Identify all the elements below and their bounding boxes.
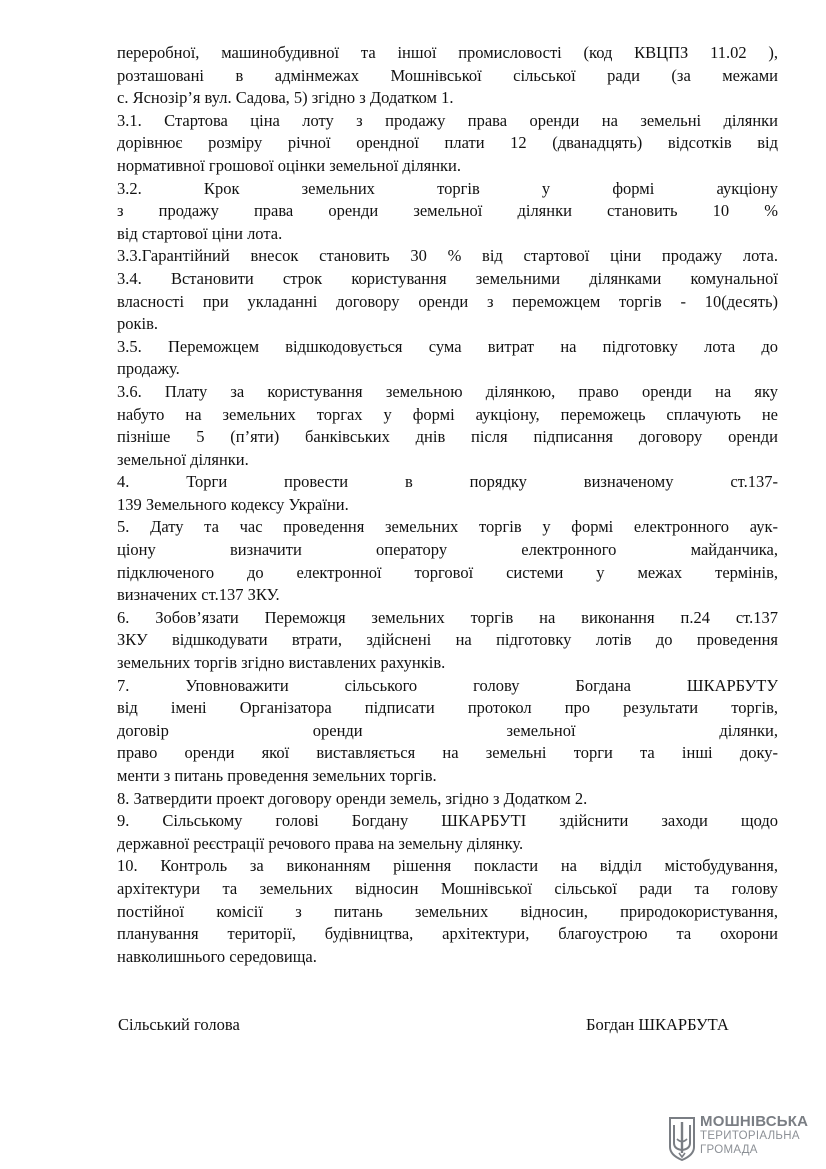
document-line: державної реєстрації речового права на земельну ділянку. [117, 833, 524, 853]
document-line: 6. Зобов’язати Переможця земельних торгів на виконання п.24 ст.137 [117, 607, 778, 627]
document-line: договір оренди земельної ділянки, [117, 720, 778, 740]
document-line: дорівнює розміру річної орендної плати 12 (дванадцять) відсотків від [117, 133, 778, 153]
document-line: земельної ділянки. [117, 449, 249, 469]
document-line: розташовані в адмінмежах Мошнівської сільської ради (за межами [117, 65, 778, 85]
document-line: від імені Організатора підписати протокол про результати торгів, [117, 698, 778, 718]
document-line: 9. Сільському голові Богдану ШКАРБУТІ здійснити заходи щодо [117, 811, 778, 831]
document-line: 3.1. Стартова ціна лоту з продажу права оренди на земельні ділянки [117, 110, 778, 130]
document-line: 7. Уповноважити сільського голову Богдана ШКАРБУТУ [117, 675, 778, 695]
document-line: продажу. [117, 359, 180, 379]
document-line: від стартової ціни лота. [117, 223, 283, 243]
document-line: визначених ст.137 ЗКУ. [117, 585, 280, 605]
document-line: ціону визначити оператору електронного майданчика, [117, 540, 778, 560]
document-line: підключеного до електронної торгової системи у межах термінів, [117, 562, 778, 582]
document-line: власності при укладанні договору оренди з переможцем торгів - 10(десять) [117, 291, 778, 311]
trident-emblem-svg [668, 1117, 696, 1161]
document-line: 3.5. Переможцем відшкодовується сума витрат на підготовку лота до [117, 336, 778, 356]
document-line: переробної, машинобудивної та іншої промисловості (код КВЦПЗ 11.02 ), [117, 43, 778, 62]
document-line: пізніше 5 (п’яти) банківських днів після підписання договору оренди [117, 427, 778, 447]
document-line: років. [117, 314, 159, 334]
logo-line-3: ГРОМАДА [700, 1143, 758, 1156]
document-line: 8. Затвердити проект договору оренди земель, згідно з Додатком 2. [117, 788, 588, 808]
document-line: 3.2. Крок земельних торгів у формі аукціону [117, 178, 778, 198]
document-line: ЗКУ відшкодувати втрати, здійснені на підготовку лотів до проведення [117, 630, 778, 650]
document-line: архітектури та земельних відносин Мошнівської сільської ради та голову [117, 878, 778, 898]
document-line: планування території, будівництва, архітектури, благоустрою та охорони [117, 924, 778, 944]
signature-name: Богдан ШКАРБУТА [586, 1015, 729, 1034]
signature-position: Сільський голова [118, 1015, 240, 1034]
document-line: з продажу права оренди земельної ділянки становить 10 % [117, 201, 778, 221]
logo-line-1: МОШНІВСЬКА [700, 1113, 809, 1130]
document-line: постійної комісії з питань земельних відносин, природокористування, [117, 901, 778, 921]
document-line: земельних торгів згідно виставлених рахунків. [117, 653, 446, 673]
document-line: 139 Земельного кодексу України. [117, 494, 349, 514]
document-line: навколишнього середовища. [117, 946, 317, 966]
document-body [117, 42, 778, 968]
document-line: 3.3.Гарантійний внесок становить 30 % від стартової ціни продажу лота. [117, 246, 778, 266]
logo-line-2: ТЕРИТОРІАЛЬНА [700, 1130, 800, 1142]
document-line: право оренди якої виставляється на земельні торги та інші доку- [117, 743, 778, 763]
document-line: 4. Торги провести в порядку визначеному ст.137- [117, 472, 778, 492]
trident-icon [668, 1117, 696, 1161]
document-line: с. Яснозір’я вул. Садова, 5) згідно з Додатком 1. [117, 88, 454, 108]
community-logo-text [700, 1114, 808, 1156]
document-line: 5. Дату та час проведення земельних торгів у формі електронного аук- [117, 517, 778, 537]
document-line: нормативної грошової оцінки земельної ділянки. [117, 155, 462, 175]
document-line: 3.4. Встановити строк користування земельними ділянками комунальної [117, 268, 778, 288]
document-line: менти з питань проведення земельних торгів. [117, 766, 437, 785]
document-line: 3.6. Плату за користування земельною ділянкою, право оренди на яку [117, 381, 778, 401]
document-line: 10. Контроль за виконанням рішення покласти на відділ містобудування, [117, 856, 778, 876]
document-line: набуто на земельних торгах у формі аукціону, переможець сплачують не [117, 404, 778, 424]
